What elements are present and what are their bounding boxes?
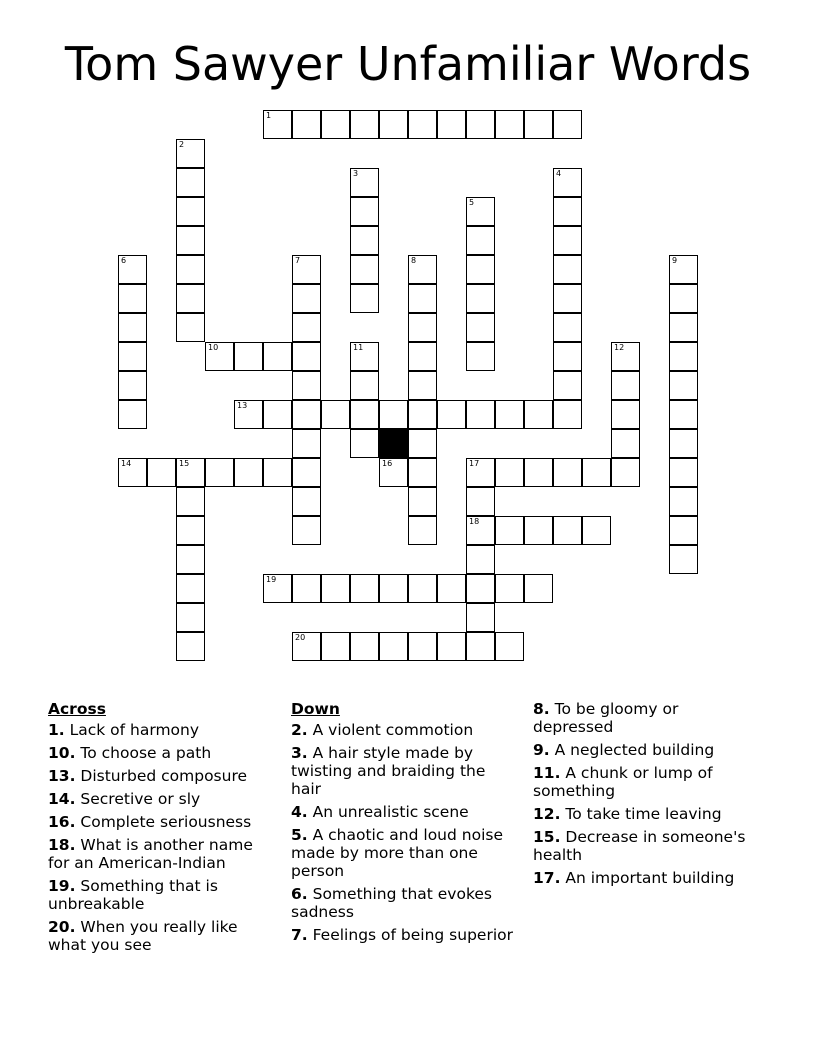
grid-cell[interactable] (408, 400, 437, 429)
clue-number: 3 (353, 169, 359, 178)
grid-cell[interactable] (118, 284, 147, 313)
grid-cell[interactable] (176, 284, 205, 313)
grid-cell[interactable] (263, 110, 292, 139)
grid-cell[interactable] (176, 458, 205, 487)
clue-number: 18 (469, 517, 480, 526)
grid-cell[interactable] (350, 371, 379, 400)
clue-number: 5 (469, 198, 475, 207)
grid-cell[interactable] (466, 226, 495, 255)
grid-cell[interactable] (466, 458, 495, 487)
grid-cell[interactable] (408, 516, 437, 545)
clue-number-label: 9. (533, 741, 550, 759)
clue-item (291, 744, 516, 798)
clue-number-label: 4. (291, 803, 308, 821)
clue-item (533, 741, 758, 759)
grid-cell[interactable] (234, 342, 263, 371)
clue-item (48, 790, 273, 808)
clue-item (48, 767, 273, 785)
grid-cell[interactable] (466, 284, 495, 313)
clue-text: To be gloomy or depressed (533, 700, 679, 736)
grid-cell[interactable] (350, 400, 379, 429)
grid-cell[interactable] (466, 516, 495, 545)
grid-cell[interactable] (408, 110, 437, 139)
clue-text: What is another name for an American-Indian (48, 836, 253, 872)
clue-text: A hair style made by twisting and braiding the hair (291, 744, 486, 798)
grid-cell[interactable] (234, 458, 263, 487)
clue-number: 4 (556, 169, 562, 178)
grid-cell[interactable] (176, 197, 205, 226)
clue-item (291, 926, 516, 944)
grid-cell[interactable] (176, 603, 205, 632)
clue-number: 16 (382, 459, 393, 468)
clue-item (48, 918, 273, 954)
grid-cell[interactable] (292, 313, 321, 342)
grid-cell[interactable] (292, 574, 321, 603)
grid-cell[interactable] (408, 487, 437, 516)
across-clues (48, 700, 273, 959)
grid-cell[interactable] (611, 458, 640, 487)
clue-number: 17 (469, 459, 480, 468)
grid-cell[interactable] (176, 574, 205, 603)
clue-number-label: 14. (48, 790, 76, 808)
clue-item (533, 700, 758, 736)
grid-cell[interactable] (176, 545, 205, 574)
grid-cell[interactable] (118, 313, 147, 342)
down-clues-continued (533, 700, 758, 892)
grid-cell[interactable] (466, 603, 495, 632)
grid-cell[interactable] (118, 342, 147, 371)
grid-cell[interactable] (495, 400, 524, 429)
grid-cell[interactable] (553, 284, 582, 313)
grid-cell[interactable] (466, 255, 495, 284)
grid-cell[interactable] (553, 226, 582, 255)
clue-item (291, 885, 516, 921)
grid-cell[interactable] (669, 313, 698, 342)
grid-cell[interactable] (495, 458, 524, 487)
grid-cell[interactable] (292, 284, 321, 313)
clue-number-label: 2. (291, 721, 308, 739)
clue-number-label: 16. (48, 813, 76, 831)
clue-number: 15 (179, 459, 190, 468)
grid-cell[interactable] (379, 400, 408, 429)
grid-cell[interactable] (292, 400, 321, 429)
grid-cell[interactable] (553, 168, 582, 197)
grid-cell[interactable] (466, 110, 495, 139)
grid-cell[interactable] (350, 110, 379, 139)
grid-cell[interactable] (553, 458, 582, 487)
grid-cell[interactable] (176, 226, 205, 255)
clue-number: 11 (353, 343, 364, 352)
clue-item (291, 826, 516, 880)
grid-cell[interactable] (292, 487, 321, 516)
grid-cell[interactable] (553, 197, 582, 226)
grid-cell[interactable] (263, 400, 292, 429)
grid-cell[interactable] (408, 574, 437, 603)
grid-cell[interactable] (553, 371, 582, 400)
grid-cell[interactable] (466, 632, 495, 661)
grid-cell[interactable] (669, 487, 698, 516)
grid-cell[interactable] (466, 400, 495, 429)
clue-number-label: 7. (291, 926, 308, 944)
grid-cell[interactable] (263, 458, 292, 487)
grid-cell[interactable] (292, 632, 321, 661)
clue-text: To take time leaving (560, 805, 722, 823)
clue-text: Disturbed composure (75, 767, 248, 785)
grid-cell[interactable] (292, 371, 321, 400)
clue-number: 2 (179, 140, 185, 149)
grid-cell[interactable] (147, 458, 176, 487)
clue-item (533, 828, 758, 864)
clue-number: 20 (295, 633, 306, 642)
grid-cell[interactable] (437, 574, 466, 603)
clue-number: 9 (672, 256, 678, 265)
grid-cell[interactable] (466, 487, 495, 516)
grid-cell[interactable] (118, 400, 147, 429)
clue-item (291, 803, 516, 821)
grid-cell[interactable] (321, 574, 350, 603)
down-heading: Down (291, 700, 340, 718)
clue-item (533, 869, 758, 887)
grid-cell[interactable] (350, 342, 379, 371)
clue-number-label: 8. (533, 700, 550, 718)
clue-number: 12 (614, 343, 625, 352)
grid-cell[interactable] (611, 429, 640, 458)
clue-text: Decrease in someone's health (533, 828, 746, 864)
clue-number-label: 19. (48, 877, 76, 895)
grid-cell[interactable] (524, 516, 553, 545)
clue-number-label: 11. (533, 764, 561, 782)
grid-cell[interactable] (205, 458, 234, 487)
grid-cell[interactable] (408, 371, 437, 400)
clue-number-label: 10. (48, 744, 76, 762)
clue-text: Feelings of being superior (307, 926, 513, 944)
grid-cell[interactable] (669, 400, 698, 429)
grid-cell[interactable] (350, 429, 379, 458)
grid-cell[interactable] (611, 371, 640, 400)
grid-cell[interactable] (350, 168, 379, 197)
black-cell (379, 429, 408, 458)
clue-text: A neglected building (549, 741, 715, 759)
grid-cell[interactable] (553, 516, 582, 545)
clue-text: Complete seriousness (75, 813, 252, 831)
grid-cell[interactable] (553, 255, 582, 284)
grid-cell[interactable] (408, 458, 437, 487)
grid-cell[interactable] (437, 632, 466, 661)
clue-text: A chunk or lump of something (533, 764, 713, 800)
grid-cell[interactable] (118, 458, 147, 487)
grid-cell[interactable] (379, 632, 408, 661)
grid-cell[interactable] (466, 574, 495, 603)
grid-cell[interactable] (408, 313, 437, 342)
clue-item (533, 805, 758, 823)
grid-cell[interactable] (350, 284, 379, 313)
clue-item (533, 764, 758, 800)
grid-cell[interactable] (553, 400, 582, 429)
across-heading: Across (48, 700, 106, 718)
clue-text: Lack of harmony (64, 721, 200, 739)
grid-cell[interactable] (669, 342, 698, 371)
grid-cell[interactable] (669, 516, 698, 545)
grid-cell[interactable] (263, 574, 292, 603)
grid-cell[interactable] (176, 168, 205, 197)
clue-number: 1 (266, 111, 272, 120)
grid-cell[interactable] (408, 429, 437, 458)
grid-cell[interactable] (611, 342, 640, 371)
grid-cell[interactable] (524, 458, 553, 487)
grid-cell[interactable] (176, 516, 205, 545)
clue-text: Something that evokes sadness (291, 885, 492, 921)
clue-number-label: 13. (48, 767, 76, 785)
grid-cell[interactable] (205, 342, 234, 371)
grid-cell[interactable] (553, 110, 582, 139)
clue-number: 10 (208, 343, 219, 352)
grid-cell[interactable] (292, 110, 321, 139)
grid-cell[interactable] (321, 110, 350, 139)
grid-cell[interactable] (669, 255, 698, 284)
grid-cell[interactable] (466, 197, 495, 226)
clue-number-label: 20. (48, 918, 76, 936)
grid-cell[interactable] (495, 632, 524, 661)
grid-cell[interactable] (292, 255, 321, 284)
grid-cell[interactable] (495, 110, 524, 139)
grid-cell[interactable] (350, 574, 379, 603)
clue-text: An important building (560, 869, 735, 887)
grid-cell[interactable] (176, 487, 205, 516)
grid-cell[interactable] (408, 255, 437, 284)
clue-text: Secretive or sly (75, 790, 201, 808)
clue-number-label: 3. (291, 744, 308, 762)
grid-cell[interactable] (669, 458, 698, 487)
grid-cell[interactable] (553, 342, 582, 371)
grid-cell[interactable] (379, 110, 408, 139)
grid-cell[interactable] (292, 342, 321, 371)
grid-cell[interactable] (176, 313, 205, 342)
grid-cell[interactable] (321, 400, 350, 429)
grid-cell[interactable] (350, 255, 379, 284)
grid-cell[interactable] (350, 197, 379, 226)
clue-item (48, 877, 273, 913)
clue-number: 19 (266, 575, 277, 584)
down-clues (291, 700, 516, 949)
grid-cell[interactable] (379, 458, 408, 487)
grid-cell[interactable] (118, 255, 147, 284)
grid-cell[interactable] (466, 313, 495, 342)
clue-item (48, 813, 273, 831)
grid-cell[interactable] (524, 400, 553, 429)
grid-cell[interactable] (495, 574, 524, 603)
clue-number-label: 12. (533, 805, 561, 823)
clue-number: 6 (121, 256, 127, 265)
clue-text: To choose a path (75, 744, 212, 762)
grid-cell[interactable] (437, 110, 466, 139)
clue-number-label: 5. (291, 826, 308, 844)
grid-cell[interactable] (350, 226, 379, 255)
grid-cell[interactable] (321, 632, 350, 661)
grid-cell[interactable] (669, 429, 698, 458)
grid-cell[interactable] (234, 400, 263, 429)
grid-cell[interactable] (292, 458, 321, 487)
grid-cell[interactable] (669, 284, 698, 313)
grid-cell[interactable] (466, 342, 495, 371)
grid-cell[interactable] (292, 429, 321, 458)
grid-cell[interactable] (176, 139, 205, 168)
clue-text: A chaotic and loud noise made by more than one person (291, 826, 503, 880)
grid-cell[interactable] (582, 516, 611, 545)
clue-text: Something that is unbreakable (48, 877, 218, 913)
grid-cell[interactable] (408, 342, 437, 371)
clue-number: 8 (411, 256, 417, 265)
grid-cell[interactable] (350, 632, 379, 661)
clue-text: A violent commotion (307, 721, 474, 739)
clue-number-label: 15. (533, 828, 561, 846)
grid-cell[interactable] (437, 400, 466, 429)
grid-cell[interactable] (408, 632, 437, 661)
grid-cell[interactable] (466, 545, 495, 574)
clue-number-label: 6. (291, 885, 308, 903)
grid-cell[interactable] (611, 400, 640, 429)
clue-text: An unrealistic scene (307, 803, 469, 821)
clue-text: When you really like what you see (48, 918, 238, 954)
grid-cell[interactable] (379, 574, 408, 603)
clue-number-label: 1. (48, 721, 65, 739)
grid-cell[interactable] (176, 632, 205, 661)
clue-item (48, 721, 273, 739)
grid-cell[interactable] (176, 255, 205, 284)
grid-cell[interactable] (263, 342, 292, 371)
grid-cell[interactable] (582, 458, 611, 487)
puzzle-title: Tom Sawyer Unfamiliar Words (64, 37, 752, 91)
grid-cell[interactable] (118, 371, 147, 400)
clue-item (291, 721, 516, 739)
grid-cell[interactable] (553, 313, 582, 342)
grid-cell[interactable] (408, 284, 437, 313)
grid-cell[interactable] (524, 574, 553, 603)
clue-item (48, 744, 273, 762)
grid-cell[interactable] (669, 545, 698, 574)
grid-cell[interactable] (292, 516, 321, 545)
clue-number: 7 (295, 256, 301, 265)
grid-cell[interactable] (524, 110, 553, 139)
clue-number: 14 (121, 459, 132, 468)
grid-cell[interactable] (669, 371, 698, 400)
clue-item (48, 836, 273, 872)
clue-number-label: 17. (533, 869, 561, 887)
grid-cell[interactable] (495, 516, 524, 545)
clue-number-label: 18. (48, 836, 76, 854)
clue-number: 13 (237, 401, 248, 410)
